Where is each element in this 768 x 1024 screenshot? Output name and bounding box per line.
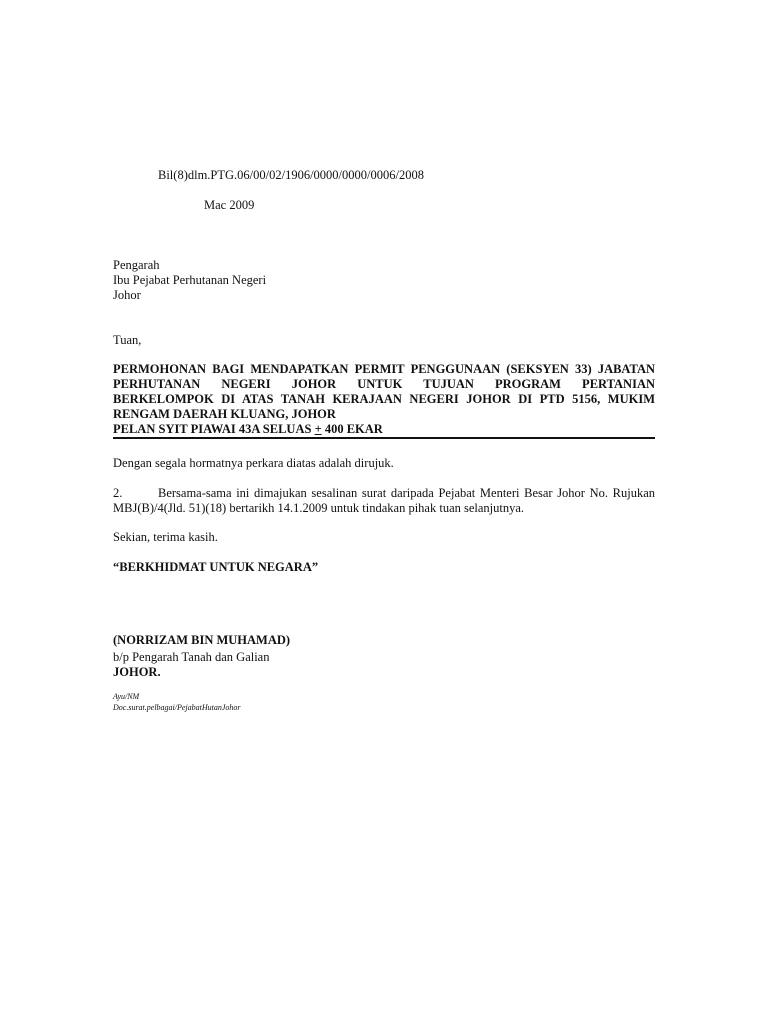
paragraph-1: Dengan segala hormatnya perkara diatas adalah dirujuk. (113, 456, 394, 470)
salutation: Tuan, (113, 333, 142, 347)
subject-underline (113, 437, 655, 439)
subject-line-5-suffix: 400 EKAR (321, 422, 383, 436)
paragraph-2-line-1 (113, 486, 655, 501)
closing-line: Sekian, terima kasih. (113, 530, 218, 544)
subject-line-5-prefix: PELAN SYIT PIAWAI 43A SELUAS (113, 422, 315, 436)
plus-minus-symbol: + (314, 422, 322, 436)
footer-initials: Ayu/NM (113, 692, 140, 701)
motto: “BERKHIDMAT UNTUK NEGARA” (113, 560, 319, 574)
subject-line-4: RENGAM DAERAH KLUANG, JOHOR (113, 407, 336, 421)
subject-line-3: BERKELOMPOK DI ATAS TANAH KERAJAAN NEGERI JOHOR DI PTD 5156, MUKIM (113, 392, 655, 406)
footer-file-path: Doc.surat.pelbagai/PejabatHutanJohor (113, 703, 241, 712)
letter-date: Mac 2009 (204, 198, 255, 212)
subject-line-5 (113, 422, 655, 437)
recipient-line-3: Johor (113, 288, 141, 302)
subject-line-1: PERMOHONAN BAGI MENDAPATKAN PERMIT PENGGUNAAN (SEKSYEN 33) JABATAN (113, 362, 655, 376)
paragraph-2-text-1: Bersama-sama ini dimajukan sesalinan surat daripada Pejabat Menteri Besar Johor No. Rujukan (158, 486, 655, 500)
recipient-address (113, 258, 266, 303)
signatory-place: JOHOR. (113, 665, 161, 679)
reference-number: Bil(8)dlm.PTG.06/00/02/1906/0000/0000/0006/2008 (158, 168, 424, 182)
paragraph-2 (113, 486, 655, 516)
signatory-name: (NORRIZAM BIN MUHAMAD) (113, 633, 291, 647)
paragraph-2-line-2: MBJ(B)/4(Jld. 51)(18) bertarikh 14.1.2009 untuk tindakan pihak tuan selanjutnya. (113, 501, 525, 515)
paragraph-2-number: 2. (113, 486, 123, 500)
subject-heading (113, 362, 655, 437)
signatory-role: b/p Pengarah Tanah dan Galian (113, 650, 270, 664)
recipient-line-1: Pengarah (113, 258, 160, 272)
subject-line-2: PERHUTANAN NEGERI JOHOR UNTUK TUJUAN PROGRAM PERTANIAN (113, 377, 655, 391)
recipient-line-2: Ibu Pejabat Perhutanan Negeri (113, 273, 267, 287)
